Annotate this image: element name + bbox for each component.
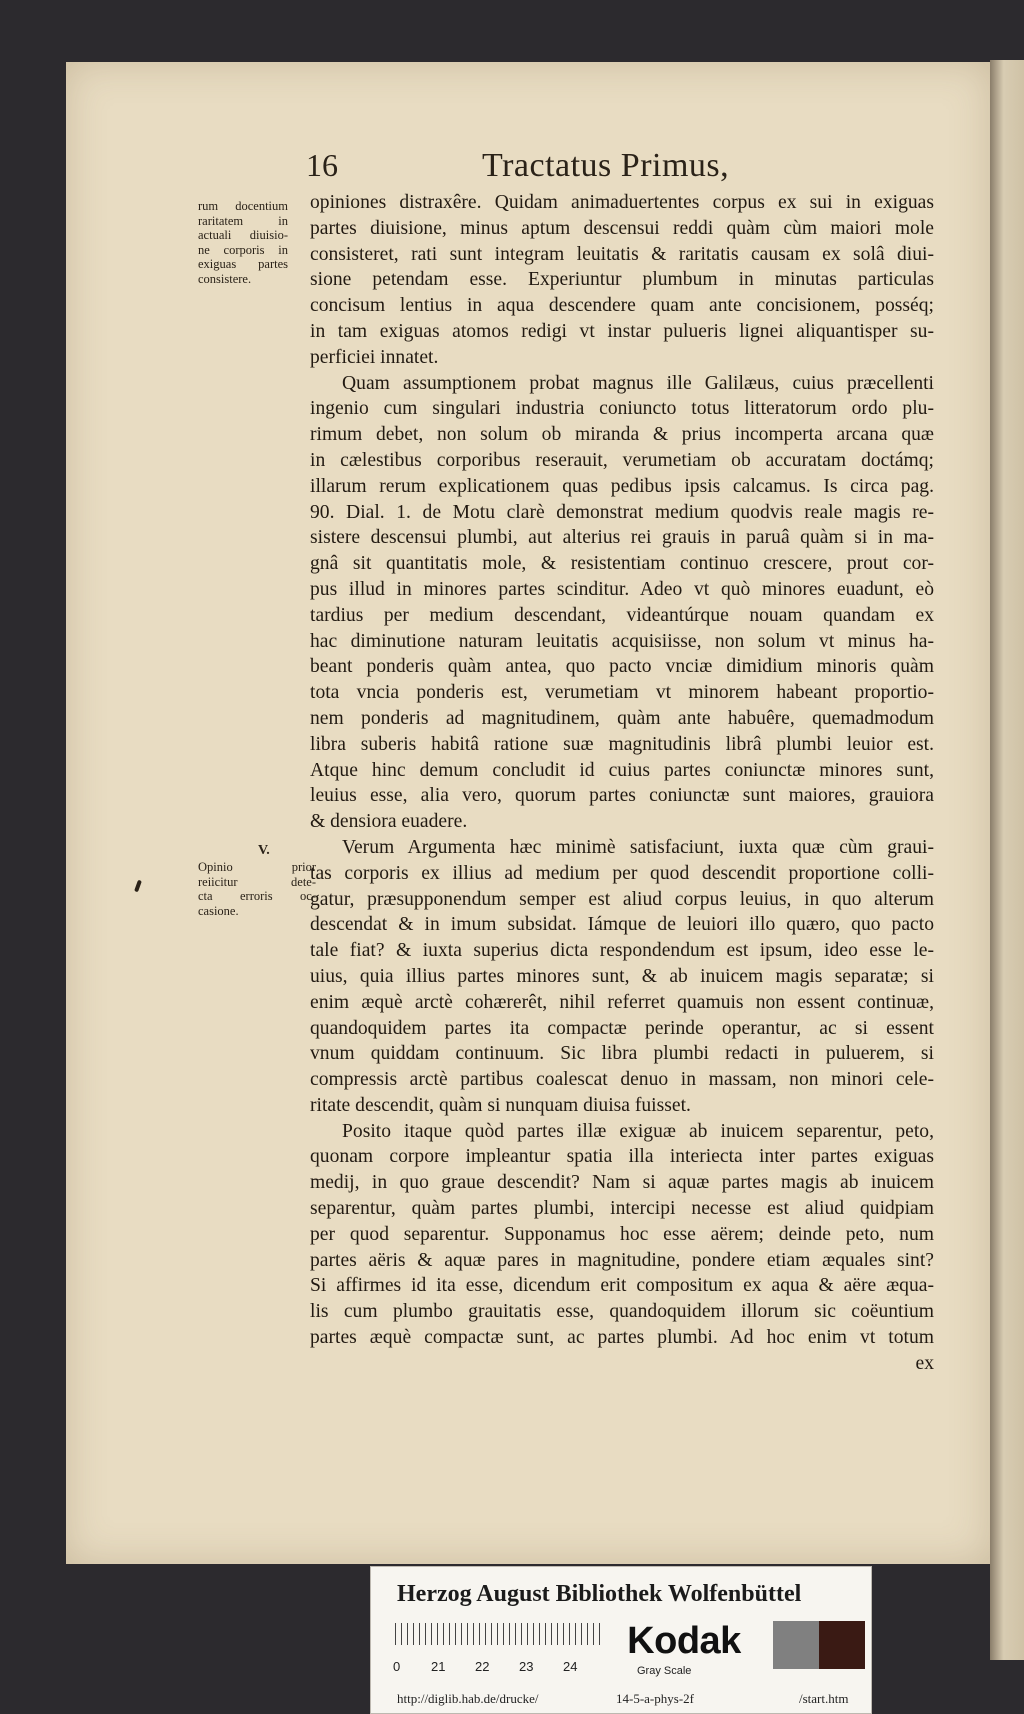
running-title: Tractatus Primus, (482, 147, 730, 184)
text-line: pus illud in minores partes scinditur. Adeo vt quò minores euadunt, eò (310, 578, 934, 600)
page-number: 16 (306, 147, 338, 183)
text-line: in tam exiguas atomos redigi vt instar pulueris lignei aliquantisper su- (310, 320, 934, 342)
text-line: perficiei innatet. (310, 346, 439, 368)
text-line: gnâ sit quantitatis mole, & resistentiam continuo crescere, prout cor- (310, 553, 934, 575)
ruler-number: 22 (475, 1659, 490, 1674)
dark-swatch (819, 1621, 865, 1669)
margin-note-2 (198, 860, 316, 918)
text-line: enim æquè arctè cohærerêt, nihil referret quamuis non essent continuæ, (310, 991, 934, 1013)
text-line: 90. Dial. 1. de Motu clarè demonstrat medium quodvis reale magis re- (310, 501, 934, 523)
text-line: Quam assumptionem probat magnus ille Galilæus, cuius præcellenti (342, 372, 934, 394)
ruler-number: 21 (431, 1659, 446, 1674)
text-line: sione petendam esse. Experiuntur plumbum in minutas particulas (310, 269, 934, 291)
text-line: ritate descendit, quàm si nunquam diuisa fuisset. (310, 1094, 691, 1116)
url-base: http://diglib.hab.de/drucke/ (397, 1691, 539, 1706)
library-name: Herzog August Bibliothek Wolfenbüttel (397, 1581, 802, 1607)
text-line: compressis arctè partibus coalescat denuo in massam, non minori cele- (310, 1069, 934, 1091)
text-line: separentur, quàm partes plumbi, intercipi necesse est aliud quidpiam (310, 1198, 934, 1220)
text-line: ingenio cum singulari industria coniuncto totus litteratorum ordo plu- (310, 398, 934, 420)
text-line: partes aëris & aquæ pares in magnitudine, pondere etiam æquales sint? (310, 1249, 934, 1271)
gray-scale-label: Gray Scale (637, 1665, 692, 1677)
main-text (310, 190, 934, 1377)
text-line: tas corporis ex illius ad medium per quod descendit proportione colli- (310, 862, 934, 884)
gray-swatch (773, 1621, 819, 1669)
kodak-logo: Kodak (627, 1620, 741, 1662)
text-line: nem ponderis ad magnitudinem, quàm ante habuêre, quemadmodum (310, 707, 934, 729)
text-line: hac diminutione naturam leuitatis acquisiisse, non solum vt minus ha- (310, 630, 934, 652)
text-line: rimum debet, non solum ob miranda & prius incomperta arcana quæ (310, 424, 934, 446)
text-line: leuius esse, alia vero, quorum partes coniunctæ sunt maiores, grauiora (310, 785, 934, 807)
margin-line: Opinio prior (198, 860, 316, 874)
text-line: Atque hinc demum concludit id cuius partes coniunctæ minores sunt, (310, 759, 934, 781)
ruler-number: 23 (519, 1659, 534, 1674)
text-line: per quod separentur. Supponamus hoc esse aërem; deinde peto, num (310, 1223, 934, 1245)
text-line: sistere descensui plumbi, aut alterius rei grauis in paruâ quàm si in ma- (310, 527, 934, 549)
text-line: consisteret, rati sunt integram leuitatis & raritatis causam ex solâ diui- (310, 243, 934, 265)
margin-line: actuali diuisio- (198, 228, 288, 242)
text-line: Verum Argumenta hæc minimè satisfaciunt, iuxta quæ cùm graui- (342, 836, 934, 858)
text-line: Posito itaque quòd partes illæ exiguæ ab inuicem separentur, peto, (342, 1120, 934, 1142)
text-line: gatur, præsupponendum semper est aliud corpus leuius, in quo alterum (310, 888, 934, 910)
text-line: & densiora euadere. (310, 811, 468, 833)
url-start: /start.htm (799, 1691, 849, 1706)
text-line: descendat & in imum subsidat. Iámque de leuiori illo quæro, quo pacto (310, 914, 934, 936)
ruler-number: 24 (563, 1659, 578, 1674)
text-line: tale fiat? & iuxta superius dicta respondendum est ipsum, ideo esse le- (310, 940, 934, 962)
text-line: illarum rerum explicationem quas pedibus ipsis calcamus. Is circa pag. (310, 475, 934, 497)
text-line: uius, quia illius partes minores sunt, & ab inuicem magis separatæ; si (310, 965, 934, 987)
margin-line: casione. (198, 903, 239, 918)
text-line: libra suberis habitâ ratione suæ magnitudinis librâ plumbi leuior est. (310, 733, 934, 755)
text-line: Si affirmes id ita esse, dicendum erit compositum ex aqua & aëre æqua- (310, 1275, 934, 1297)
url-id: 14-5-a-phys-2f (616, 1691, 694, 1706)
margin-line: cta erroris oc- (198, 889, 316, 903)
ruler-scale (395, 1623, 605, 1658)
text-line: quonam corpore impleantur spatia illa interiecta inter partes exiguas (310, 1146, 934, 1168)
margin-line: raritatem in (198, 213, 288, 228)
margin-note-1 (198, 199, 288, 286)
ruler-number: 0 (393, 1659, 401, 1674)
text-line: partes æquè compactæ sunt, ac partes plumbi. Ad hoc enim vt totum (310, 1327, 934, 1349)
ruler-numbers (393, 1659, 633, 1675)
text-line: opiniones distraxêre. Quidam animaduertentes corpus ex sui in exiguas (310, 192, 934, 213)
text-line: beant ponderis quàm antea, quo pacto vnciæ dimidium minoris quàm (310, 656, 934, 678)
margin-line: exiguas partes (198, 257, 288, 271)
scan-reference-card (370, 1566, 872, 1714)
adjacent-page-edge (990, 60, 1024, 1660)
text-line: in cælestibus corporibus reserauit, verumetiam ob accuratam doctámq; (310, 449, 934, 471)
text-line: tardius per medium descendant, videantúrque nouam quandam ex (310, 604, 934, 626)
text-line: tota vncia ponderis est, verumetiam vt minorem habeant proportio- (310, 682, 934, 704)
text-line: quandoquidem partes ita compactæ perinde operantur, ac si essent (310, 1017, 934, 1039)
catchword: ex (915, 1352, 934, 1374)
margin-line: reiicitur dete- (198, 874, 316, 889)
page-header (306, 147, 786, 189)
margin-line: ne corporis in (198, 242, 288, 257)
section-number: V. (258, 843, 270, 858)
margin-line: rum docentium (198, 199, 288, 213)
text-line: concisum lentius in aqua descendere quam ante concisionem, posséq; (310, 295, 934, 317)
margin-line: consistere. (198, 271, 252, 286)
text-line: lis cum plumbo grauitatis esse, quandoquidem illorum sic coëuntium (310, 1301, 934, 1323)
text-line: vnum quiddam continuum. Sic libra plumbi redacti in puluerem, si (310, 1043, 934, 1065)
text-line: partes diuisione, minus aptum descensui reddi quàm cùm maiori mole (310, 217, 934, 239)
text-line: medij, in quo graue descendit? Nam si aquæ partes magis ab inuicem (310, 1172, 934, 1194)
